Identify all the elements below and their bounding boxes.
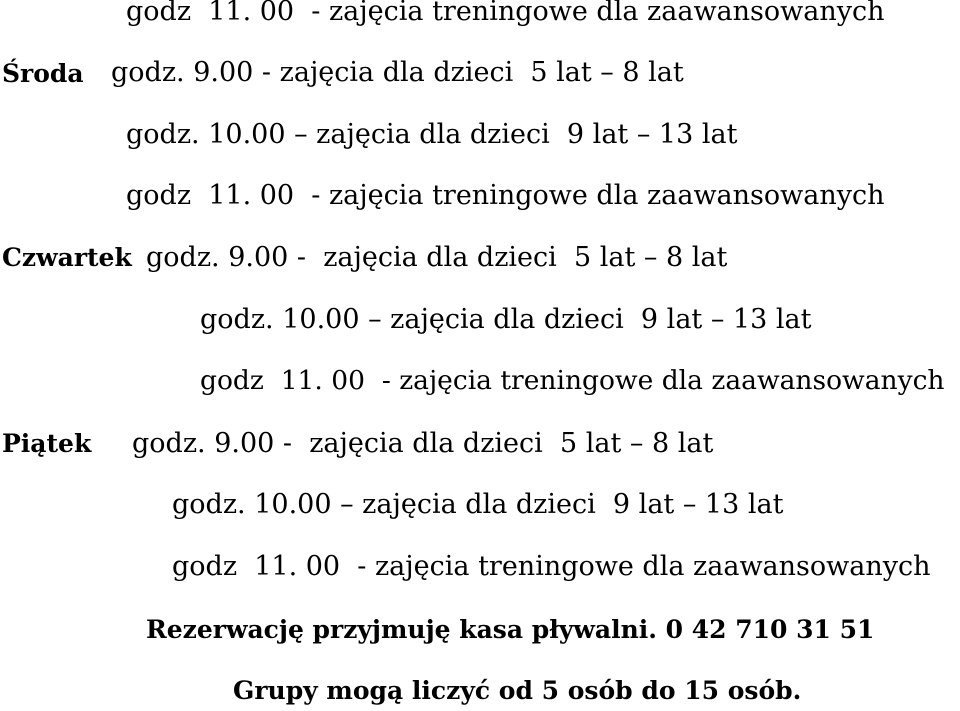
groups-note: Grupy mogą liczyć od 5 osób do 15 osób.: [233, 676, 802, 705]
schedule-line-piatek-1: godz. 9.00 - zajęcia dla dzieci 5 lat – 8 lat: [132, 428, 714, 459]
reservation-note: Rezerwację przyjmuję kasa pływalni. 0 42 710 31 51: [146, 615, 875, 644]
day-label-czwartek: Czwartek: [2, 243, 132, 272]
schedule-line-piatek-2: godz. 10.00 – zajęcia dla dzieci 9 lat – 13 lat: [172, 489, 784, 520]
schedule-line-sroda-1: godz. 9.00 - zajęcia dla dzieci 5 lat – 8 lat: [111, 57, 684, 88]
schedule-line-czwartek-1: godz. 9.00 - zajęcia dla dzieci 5 lat – 8 lat: [146, 242, 728, 273]
schedule-line-piatek-3: godz 11. 00 - zajęcia treningowe dla zaawansowanych: [172, 551, 931, 582]
schedule-line-czwartek-3: godz 11. 00 - zajęcia treningowe dla zaawansowanych: [200, 365, 945, 396]
schedule-line-sroda-2: godz. 10.00 – zajęcia dla dzieci 9 lat – 13 lat: [126, 119, 738, 150]
schedule-line-czwartek-2: godz. 10.00 – zajęcia dla dzieci 9 lat – 13 lat: [200, 304, 812, 335]
schedule-line-top: godz 11. 00 - zajęcia treningowe dla zaawansowanych: [126, 0, 885, 27]
day-label-sroda: Środa: [2, 59, 84, 88]
schedule-line-sroda-3: godz 11. 00 - zajęcia treningowe dla zaawansowanych: [126, 180, 885, 211]
day-label-piatek: Piątek: [2, 429, 92, 458]
